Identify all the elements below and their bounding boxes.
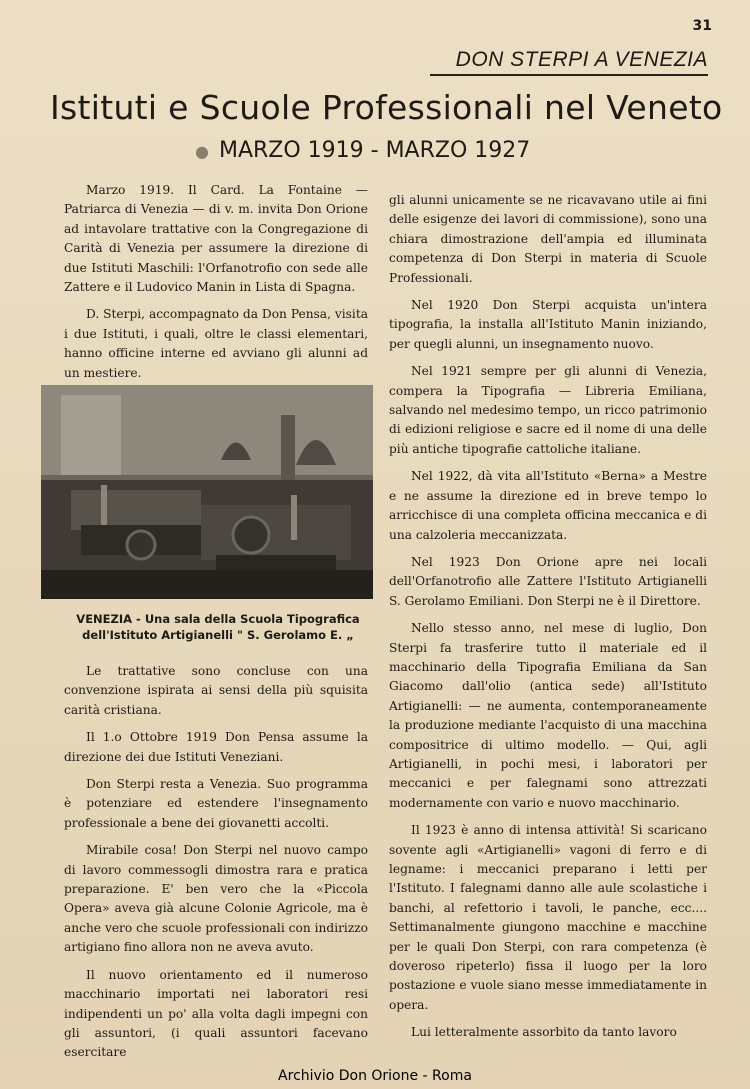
left-column-top: [64, 181, 368, 391]
paragraph: Mirabile cosa! Don Sterpi nel nuovo campo di lavoro commessogli dimostra rara e pratica preparazione. E' ben vero che la «Piccola Opera» aveva già alcune Colonie Agricole, ma è anche vero che scuole professionali con indirizzo artigiano fino allora non ne aveva avuto.: [64, 843, 368, 955]
paragraph: Nel 1922, dà vita all'Istituto «Berna» a Mestre e ne assume la direzione ed in breve tempo lo arricchisce di una completa officina meccanica e di una calzoleria meccanizzata.: [389, 469, 707, 542]
date-range: MARZO 1919 - MARZO 1927: [218, 138, 531, 163]
paragraph: Nel 1921 sempre per gli alunni di Venezia, compera la Tipografia — Libreria Emiliana, salvando nel medesimo tempo, un ricco patrimonio di edizioni religiose e sacre ed il nome di una delle più antiche tipografie cattoliche italiane.: [389, 364, 707, 456]
paragraph: Il nuovo orientamento ed il numeroso macchinario importati nei laboratori resi indipendenti un po' alla volta dagli impegni con gli assuntori, (i quali assuntori facevano esercitare: [64, 967, 368, 1060]
paragraph: D. Sterpi, accompagnato da Don Pensa, visita i due Istituti, i quali, oltre le classi elementari, hanno officine interne ed avviano gli alunni ad un mestiere.: [64, 307, 368, 380]
paragraph: Nel 1920 Don Sterpi acquista un'intera tipografia, la installa all'Istituto Manin iniziando, per quegli alunni, un insegnamento nuovo.: [389, 298, 707, 351]
paragraph: Le trattative sono concluse con una convenzione ispirata ai sensi della più squisita carità cristiana.: [64, 664, 368, 717]
paragraph: Nello stesso anno, nel mese di luglio, Don Sterpi fa trasferire tutto il materiale ed il macchinario della Tipografia Emiliana da San Giacomo dall'olio (antica sede) all'Istituto Artigianelli: — ne aumenta, contemporaneamente la produzione mediante l'acquisto di una macchina compositrice di ultimo modello. — Qui, agli Artigianelli, in pochi mesi, i laboratori per meccanici e per falegnami sono attrezzati modernamente con vario e nuovo macchinario.: [389, 621, 707, 810]
running-head: DON STERPI A VENEZIA: [430, 48, 708, 76]
archive-footer: Archivio Don Orione - Roma: [278, 1068, 472, 1084]
photo-caption: VENEZIA - Una sala della Scuola Tipografica dell'Istituto Artigianelli " S. Gerolamo E. „: [76, 612, 360, 642]
photo-illustration: [41, 385, 373, 599]
paragraph: gli alunni unicamente se ne ricavavano utile ai fini delle esigenze dei lavori di commissione), sono una chiara dimostrazione dell'ampia ed illuminata competenza di Don Sterpi in materia di Scuole Professionali.: [389, 193, 707, 285]
article-title: Istituti e Scuole Professionali nel Veneto: [50, 88, 723, 127]
left-column-bottom: [64, 662, 368, 1071]
paragraph: Don Sterpi resta a Venezia. Suo programma è potenziare ed estendere l'insegnamento professionale a bene dei giovanetti accolti.: [64, 777, 368, 830]
paragraph: Il 1923 è anno di intensa attività! Si scaricano sovente agli «Artigianelli» vagoni di ferro e di legname: i meccanici preparano i letti per l'Istituto. I falegnami danno alle aule scolastiche i banchi, al refettorio i tavoli, le panche, ecc.... Settimanalmente giungono macchine e macchine per le quali Don Sterpi, con rara competenza (è doveroso ripeterlo) fissa il luogo per la loro postazione e vuole siano messe immediatamente in opera.: [389, 823, 707, 1012]
paragraph: Lui letteralmente assorbito da tanto lavoro: [411, 1025, 677, 1040]
print-shop-photo: [41, 385, 373, 599]
paragraph: Nel 1923 Don Orione apre nei locali dell'Orfanotrofio alle Zattere l'Istituto Artigianelli S. Gerolamo Emiliani. Don Sterpi ne è il Direttore.: [389, 554, 707, 608]
bullet-icon: ●: [195, 142, 209, 161]
paragraph: Marzo 1919. Il Card. La Fontaine — Patriarca di Venezia — di v. m. invita Don Orione ad intavolare trattative con la Congregazione di Carità di Venezia per assumere la direzione di due Istituti Maschili: l'Orfanotrofio con sede alle Zattere e il Ludovico Manin in Lista di Spagna.: [64, 183, 368, 295]
page-number: 31: [692, 18, 712, 34]
right-column: [389, 191, 707, 1051]
paragraph: Il 1.o Ottobre 1919 Don Pensa assume la direzione dei due Istituti Veneziani.: [64, 730, 368, 764]
article-subtitle: [195, 138, 575, 163]
